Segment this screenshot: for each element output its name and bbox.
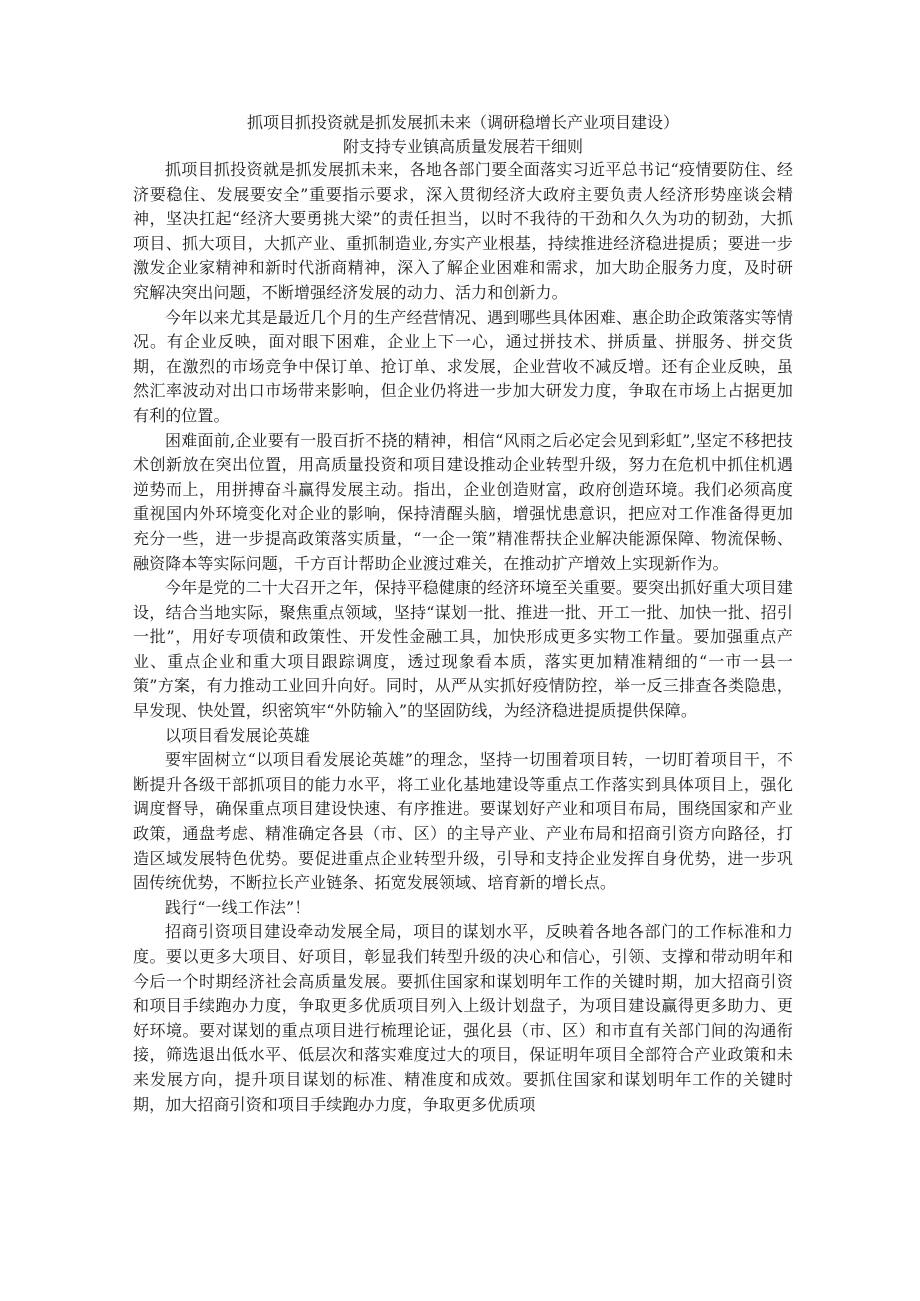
section-heading-1: 以项目看发展论英雄 [165,725,310,745]
section-heading-2: 践行“一线工作法”！ [165,897,311,917]
paragraph-6: 招商引资项目建设牵动发展全局，项目的谋划水平，反映着各地各部门的工作标准和力度。要以更多大项目、好项目，彰显我们转型升级的决心和信心，引领、支撑和带动明年和今后一个时期经济社会高质量发展。要抓住国家和谋划明年工作的关键时期，加大招商引资和项目手续跑办力度，争取更多优质项目列入上级计划盘子，为项目建设赢得更多助力、更好环境。要对谋划的重点项目进行梳理论证，强化县（市、区）和市直有关部门间的沟通衔接，筛选退出低水平、低层次和落实难度过大的项目，保证明年项目全部符合产业政策和未来发展方向，提升项目谋划的标准、精准度和成效。要抓住国家和谋划明年工作的关键时期，加大招商引资和项目手续跑办力度，争取更多优质项 [133,922,793,1114]
document-subtitle: 附支持专业镇高质量发展若干细则 [342,137,583,156]
paragraph-2: 今年以来尤其是最近几个月的生产经营情况、遇到哪些具体困难、惠企助企政策落实等情况。有企业反映，面对眼下困难，企业上下一心，通过拼技术、拼质量、拼服务、拼交货期，在激烈的市场竞争中保订单、抢订单、求发展，企业营收不减反增。还有企业反映，虽然汇率波动对出口市场带来影响，但企业仍将进一步加大研发力度，争取在市场上占据更加有利的位置。 [133,307,793,425]
paragraph-5: 要牢固树立“以项目看发展论英雄”的理念，坚持一切围着项目转，一切盯着项目干，不断提升各级干部抓项目的能力水平，将工业化基地建设等重点工作落实到具体项目上，强化调度督导，确保重点项目建设快速、有序推进。要谋划好产业和项目布局，围绕国家和产业政策，通盘考虑、精准确定各县（市、区）的主导产业、产业布局和招商引资方向路径，打造区域发展特色优势。要促进重点企业转型升级，引导和支持企业发挥自身优势，进一步巩固传统优势，不断拉长产业链条、拓宽发展领域、培育新的增长点。 [133,750,793,893]
paragraph-3: 困难面前,企业要有一股百折不挠的精神，相信“风雨之后必定会见到彩虹”,坚定不移把技术创新放在突出位置，用高质量投资和项目建设推动企业转型升级，努力在危机中抓住机遇逆势而上，用拼搏奋斗赢得发展主动。指出，企业创造财富，政府创造环境。我们必须高度重视国内外环境变化对企业的影响，保持清醒头脑，增强忧患意识，把应对工作准备得更加充分一些，进一步提高政策落实质量，“一企一策”精准帮扶企业解决能源保障、物流保畅、融资降本等实际问题，千方百计帮助企业渡过难关，在推动扩产增效上实现新作为。 [133,430,793,573]
document-page [133,112,793,1117]
paragraph-1: 抓项目抓投资就是抓发展抓未来，各地各部门要全面落实习近平总书记“疫情要防住、经济要稳住、发展要安全”重要指示要求，深入贯彻经济大政府主要负责人经济形势座谈会精神，坚决扛起“经济大要勇挑大梁”的责任担当，以时不我待的干劲和久久为功的韧劲，大抓项目、抓大项目，大抓产业、重抓制造业,夯实产业根基，持续推进经济稳进提质；要进一步激发企业家精神和新时代浙商精神，深入了解企业困难和需求，加大助企服务力度，及时研究解决突出问题，不断增强经济发展的动力、活力和创新力。 [133,160,793,302]
paragraph-4: 今年是党的二十大召开之年，保持平稳健康的经济环境至关重要。要突出抓好重大项目建设，结合当地实际，聚焦重点领域，坚持“谋划一批、推进一批、开工一批、加快一批、招引一批”，用好专项债和政策性、开发性金融工具，加快形成更多实物工作量。要加强重点产业、重点企业和重大项目跟踪调度，透过现象看本质，落实更加精准精细的“一市一县一策”方案，有力推动工业回升向好。同时，从严从实抓好疫情防控，举一反三排查各类隐患，早发现、快处置，织密筑牢“外防输入”的坚固防线，为经济稳进提质提供保障。 [133,578,793,721]
document-title: 抓项目抓投资就是抓发展抓未来（调研稳增长产业项目建设） [246,113,679,132]
